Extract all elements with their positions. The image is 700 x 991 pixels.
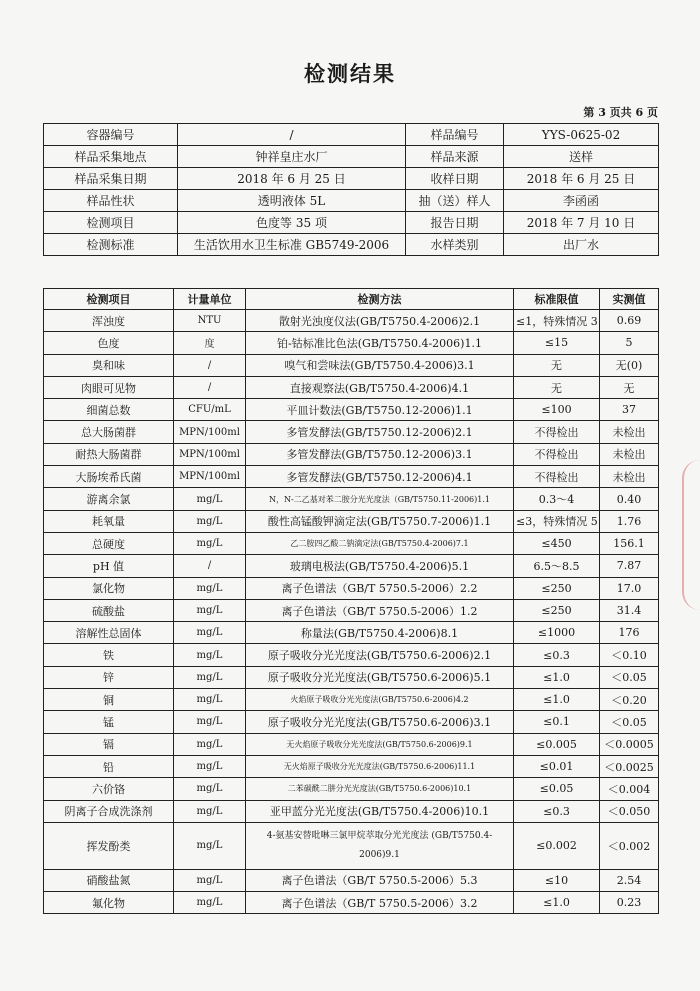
method: 原子吸收分光光度法(GB/T5750.6-2006)5.1 (246, 666, 514, 688)
table-row (44, 532, 659, 554)
limit: ≤0.005 (514, 733, 600, 755)
table-row (44, 733, 659, 755)
unit: MPN/100ml (174, 443, 246, 465)
info-value: 色度等 35 项 (178, 212, 406, 234)
info-value: 钟祥皇庄水厂 (178, 146, 406, 168)
item-name: 浑浊度 (44, 310, 174, 332)
method: 铂-钴标准比色法(GB/T5750.4-2006)1.1 (246, 332, 514, 354)
item-name: 铅 (44, 755, 174, 777)
method: 散射光浊度仪法(GB/T5750.4-2006)2.1 (246, 310, 514, 332)
method: 离子色谱法（GB/T 5750.5-2006）5.3 (246, 869, 514, 891)
limit: ≤250 (514, 577, 600, 599)
measured-value: 未检出 (600, 443, 659, 465)
info-value: 2018 年 6 月 25 日 (178, 168, 406, 190)
table-row (44, 689, 659, 711)
method: 平皿计数法(GB/T5750.12-2006)1.1 (246, 399, 514, 421)
results-header-row (44, 289, 659, 310)
method: 离子色谱法（GB/T 5750.5-2006）1.2 (246, 599, 514, 621)
measured-value: ＜0.050 (600, 800, 659, 822)
table-row (44, 778, 659, 800)
method: 火焰原子吸收分光光度法(GB/T5750.6-2006)4.2 (246, 689, 514, 711)
table-row (44, 869, 659, 891)
table-row (44, 510, 659, 532)
limit: ≤1000 (514, 622, 600, 644)
table-row (44, 892, 659, 914)
unit: mg/L (174, 869, 246, 891)
measured-value: 7.87 (600, 555, 659, 577)
unit: / (174, 376, 246, 398)
limit: ≤100 (514, 399, 600, 421)
table-row (44, 666, 659, 688)
method: 离子色谱法（GB/T 5750.5-2006）3.2 (246, 892, 514, 914)
table-row (44, 421, 659, 443)
info-value: / (178, 124, 406, 146)
item-name: 耗氧量 (44, 510, 174, 532)
method: 原子吸收分光光度法(GB/T5750.6-2006)2.1 (246, 644, 514, 666)
measured-value: 未检出 (600, 466, 659, 488)
item-name: 色度 (44, 332, 174, 354)
limit: 无 (514, 376, 600, 398)
measured-value: ＜0.20 (600, 689, 659, 711)
unit: mg/L (174, 822, 246, 869)
unit: mg/L (174, 644, 246, 666)
limit: ≤1.0 (514, 666, 600, 688)
table-row (44, 443, 659, 465)
table-row (44, 399, 659, 421)
info-value: 2018 年 6 月 25 日 (504, 168, 659, 190)
item-name: 挥发酚类 (44, 822, 174, 869)
measured-value: ＜0.05 (600, 711, 659, 733)
method: 二苯碳酰二肼分光光度法(GB/T5750.6-2006)10.1 (246, 778, 514, 800)
limit: ≤0.3 (514, 800, 600, 822)
info-label: 样品来源 (406, 146, 504, 168)
item-name: 溶解性总固体 (44, 622, 174, 644)
info-label: 容器编号 (44, 124, 178, 146)
method: 多管发酵法(GB/T5750.12-2006)3.1 (246, 443, 514, 465)
header-unit: 计量单位 (174, 289, 246, 310)
header-limit: 标准限值 (514, 289, 600, 310)
info-label: 水样类别 (406, 234, 504, 256)
method: 原子吸收分光光度法(GB/T5750.6-2006)3.1 (246, 711, 514, 733)
info-value: 透明液体 5L (178, 190, 406, 212)
limit: ≤15 (514, 332, 600, 354)
item-name: 氯化物 (44, 577, 174, 599)
info-label: 样品编号 (406, 124, 504, 146)
table-row (44, 644, 659, 666)
unit: mg/L (174, 892, 246, 914)
unit: mg/L (174, 532, 246, 554)
info-value: YYS-0625-02 (504, 124, 659, 146)
info-row (44, 190, 659, 212)
measured-value: 5 (600, 332, 659, 354)
measured-value: ＜0.002 (600, 822, 659, 869)
table-row (44, 755, 659, 777)
info-label: 报告日期 (406, 212, 504, 234)
item-name: 铜 (44, 689, 174, 711)
item-name: 铁 (44, 644, 174, 666)
unit: mg/L (174, 689, 246, 711)
info-label: 检测标准 (44, 234, 178, 256)
unit: mg/L (174, 733, 246, 755)
header-method: 检测方法 (246, 289, 514, 310)
item-name: 大肠埃希氏菌 (44, 466, 174, 488)
limit: ≤0.01 (514, 755, 600, 777)
unit: mg/L (174, 711, 246, 733)
measured-value: 无(0) (600, 354, 659, 376)
table-row (44, 577, 659, 599)
table-row (44, 354, 659, 376)
limit: 不得检出 (514, 443, 600, 465)
unit: mg/L (174, 577, 246, 599)
limit: ≤0.3 (514, 644, 600, 666)
method: 离子色谱法（GB/T 5750.5-2006）2.2 (246, 577, 514, 599)
table-row (44, 822, 659, 869)
table-row (44, 599, 659, 621)
method: 直接观察法(GB/T5750.4-2006)4.1 (246, 376, 514, 398)
method: 亚甲蓝分光光度法(GB/T5750.4-2006)10.1 (246, 800, 514, 822)
measured-value: 0.69 (600, 310, 659, 332)
limit: 不得检出 (514, 421, 600, 443)
measured-value: 156.1 (600, 532, 659, 554)
measured-value: ＜0.0005 (600, 733, 659, 755)
unit: CFU/mL (174, 399, 246, 421)
info-row (44, 168, 659, 190)
method: N，N-二乙基对苯二胺分光光度法（GB/T5750.11-2006)1.1 (246, 488, 514, 510)
method: 玻璃电极法(GB/T5750.4-2006)5.1 (246, 555, 514, 577)
info-row (44, 212, 659, 234)
item-name: pH 值 (44, 555, 174, 577)
method: 乙二胺四乙酸二钠滴定法(GB/T5750.4-2006)7.1 (246, 532, 514, 554)
item-name: 六价铬 (44, 778, 174, 800)
measured-value: 2.54 (600, 869, 659, 891)
measured-value: 1.76 (600, 510, 659, 532)
unit: NTU (174, 310, 246, 332)
info-label: 收样日期 (406, 168, 504, 190)
limit: ≤0.1 (514, 711, 600, 733)
table-row (44, 332, 659, 354)
page-title: 检测结果 (304, 62, 396, 86)
item-name: 耐热大肠菌群 (44, 443, 174, 465)
table-row (44, 555, 659, 577)
limit: ≤1.0 (514, 892, 600, 914)
limit: 0.3～4 (514, 488, 600, 510)
unit: 度 (174, 332, 246, 354)
limit: ≤0.002 (514, 822, 600, 869)
item-name: 锰 (44, 711, 174, 733)
unit: / (174, 354, 246, 376)
info-label: 样品采集地点 (44, 146, 178, 168)
unit: mg/L (174, 599, 246, 621)
item-name: 硝酸盐氮 (44, 869, 174, 891)
header-item: 检测项目 (44, 289, 174, 310)
table-row (44, 800, 659, 822)
unit: mg/L (174, 800, 246, 822)
unit: MPN/100ml (174, 421, 246, 443)
item-name: 游离余氯 (44, 488, 174, 510)
measured-value: ＜0.10 (600, 644, 659, 666)
measured-value: ＜0.0025 (600, 755, 659, 777)
info-row (44, 146, 659, 168)
item-name: 阴离子合成洗涤剂 (44, 800, 174, 822)
measured-value: 0.40 (600, 488, 659, 510)
measured-value: 未检出 (600, 421, 659, 443)
unit: mg/L (174, 666, 246, 688)
table-row (44, 711, 659, 733)
measured-value: 17.0 (600, 577, 659, 599)
unit: mg/L (174, 778, 246, 800)
method: 无火焰原子吸收分光光度法(GB/T5750.6-2006)9.1 (246, 733, 514, 755)
item-name: 总硬度 (44, 532, 174, 554)
limit: ≤1，特殊情况 3 (514, 310, 600, 332)
info-label: 检测项目 (44, 212, 178, 234)
page-indicator: 第 3 页共 6 页 (583, 106, 658, 119)
unit: mg/L (174, 510, 246, 532)
info-row (44, 124, 659, 146)
limit: ≤450 (514, 532, 600, 554)
info-value: 出厂水 (504, 234, 659, 256)
measured-value: ＜0.004 (600, 778, 659, 800)
table-row (44, 488, 659, 510)
item-name: 锌 (44, 666, 174, 688)
limit: 无 (514, 354, 600, 376)
info-value: 生活饮用水卫生标准 GB5749-2006 (178, 234, 406, 256)
unit: / (174, 555, 246, 577)
info-value: 送样 (504, 146, 659, 168)
unit: mg/L (174, 755, 246, 777)
table-row (44, 376, 659, 398)
info-row (44, 234, 659, 256)
method: 酸性高锰酸钾滴定法(GB/T5750.7-2006)1.1 (246, 510, 514, 532)
method: 4-氨基安替吡啉三氯甲烷萃取分光光度法 (GB/T5750.4-2006)9.1 (246, 822, 514, 869)
method: 称量法(GB/T5750.4-2006)8.1 (246, 622, 514, 644)
measured-value: 0.23 (600, 892, 659, 914)
item-name: 总大肠菌群 (44, 421, 174, 443)
table-row (44, 466, 659, 488)
limit: ≤10 (514, 869, 600, 891)
limit: ≤0.05 (514, 778, 600, 800)
method: 嗅气和尝味法(GB/T5750.4-2006)3.1 (246, 354, 514, 376)
item-name: 臭和味 (44, 354, 174, 376)
method: 多管发酵法(GB/T5750.12-2006)4.1 (246, 466, 514, 488)
header-value: 实测值 (600, 289, 659, 310)
method: 无火焰原子吸收分光光度法(GB/T5750.6-2006)11.1 (246, 755, 514, 777)
sample-info-table (43, 123, 659, 256)
limit: ≤3，特殊情况 5 (514, 510, 600, 532)
measured-value: 31.4 (600, 599, 659, 621)
measured-value: 37 (600, 399, 659, 421)
info-value: 2018 年 7 月 10 日 (504, 212, 659, 234)
method: 多管发酵法(GB/T5750.12-2006)2.1 (246, 421, 514, 443)
unit: mg/L (174, 622, 246, 644)
seal-stamp-edge (682, 460, 700, 610)
info-value: 李函函 (504, 190, 659, 212)
table-row (44, 310, 659, 332)
info-label: 抽（送）样人 (406, 190, 504, 212)
measured-value: ＜0.05 (600, 666, 659, 688)
measured-value: 无 (600, 376, 659, 398)
item-name: 细菌总数 (44, 399, 174, 421)
limit: 不得检出 (514, 466, 600, 488)
table-row (44, 622, 659, 644)
unit: mg/L (174, 488, 246, 510)
item-name: 镉 (44, 733, 174, 755)
results-table (43, 288, 659, 914)
item-name: 氟化物 (44, 892, 174, 914)
item-name: 肉眼可见物 (44, 376, 174, 398)
limit: 6.5～8.5 (514, 555, 600, 577)
limit: ≤250 (514, 599, 600, 621)
item-name: 硫酸盐 (44, 599, 174, 621)
measured-value: 176 (600, 622, 659, 644)
info-label: 样品采集日期 (44, 168, 178, 190)
info-label: 样品性状 (44, 190, 178, 212)
limit: ≤1.0 (514, 689, 600, 711)
unit: MPN/100ml (174, 466, 246, 488)
